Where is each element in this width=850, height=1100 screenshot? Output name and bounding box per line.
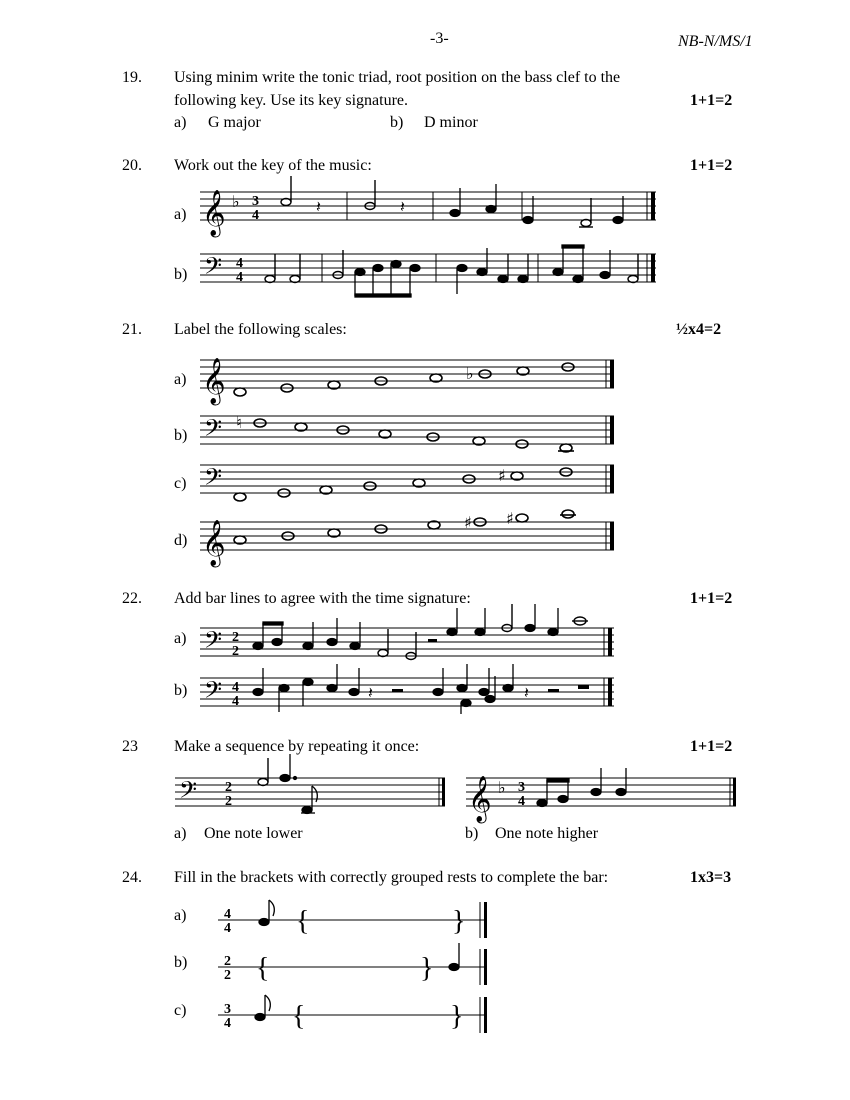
q20-marks: 1+1=2 [690,157,733,174]
bass-clef-icon: 𝄢 [204,676,223,709]
q22-text: Add bar lines to agree with the time signature: [174,590,471,607]
quarter-rest-icon: 𝄽 [400,197,405,216]
time-sig-top: 3 [224,1002,231,1017]
time-sig-bottom: 4 [224,1016,231,1031]
q24-b-label: b) [174,954,188,971]
whole-rest [578,685,589,689]
q20b-staff [200,252,660,302]
q21c-staff [200,463,620,513]
q24-c-label: c) [174,1002,187,1019]
q20-text: Work out the key of the music: [174,157,372,174]
q20-number: 20. [122,157,142,174]
q24-marks: 1x3=3 [690,869,732,886]
q19-option-b-text: D minor [424,114,478,131]
q23-b-label: b) [465,825,479,842]
bracket-close: } [452,906,466,937]
q23-text: Make a sequence by repeating it once: [174,738,420,755]
q21-b-label: b) [174,427,188,444]
half-rest [428,639,437,642]
time-sig-bottom: 2 [225,794,232,809]
q21-d-label: d) [174,532,188,549]
flat-icon: ♭ [466,364,474,383]
time-sig-bottom: 4 [518,794,525,809]
time-sig-top: 4 [236,256,243,271]
bracket-close: } [450,1001,464,1032]
time-sig-bottom: 2 [224,968,231,983]
bass-clef-icon: 𝄢 [204,626,223,659]
time-sig-top: 2 [225,780,232,795]
treble-clef-icon: 𝄞 [202,190,226,236]
bracket-close: } [420,953,434,984]
q24-a-label: a) [174,907,187,924]
q22a-staff [200,626,620,666]
q20a-staff [200,190,660,240]
note [281,199,291,206]
q19-option-a-text: G major [208,114,261,131]
q21-number: 21. [122,321,142,338]
q21-marks: ½x4=2 [676,321,722,338]
sharp-icon: ♯ [506,509,514,528]
time-sig-top: 4 [232,680,239,695]
bass-clef-icon: 𝄢 [204,463,223,496]
q23b-staff [466,776,746,822]
q21b-staff [200,414,620,464]
q21-text: Label the following scales: [174,321,347,338]
time-sig-bottom: 4 [232,694,239,709]
q19-marks: 1+1=2 [690,92,733,109]
treble-clef-icon: 𝄞 [468,776,492,822]
bracket-open: { [292,1001,306,1032]
q19-text-line1: Using minim write the tonic triad, root position on the bass clef to the [174,69,621,86]
q24b-line [218,945,498,989]
q23a-staff [175,776,455,816]
q23-a-text: One note lower [204,825,303,842]
q21d-staff [200,509,620,570]
bracket-open: { [256,953,270,984]
q22-number: 22. [122,590,142,607]
q22-b-label: b) [174,682,188,699]
bass-clef-icon: 𝄢 [204,414,223,447]
q23-number: 23 [122,738,138,755]
q24a-line [218,898,498,942]
q23-marks: 1+1=2 [690,738,733,755]
time-sig-bottom: 4 [236,270,243,285]
flat-icon: ♭ [498,778,506,797]
q19-text-line2: following key. Use its key signature. [174,92,409,109]
page-number: -3- [430,30,449,47]
q23-a-label: a) [174,825,187,842]
bracket-open: { [296,906,310,937]
time-sig-bottom: 4 [224,921,231,936]
treble-clef-icon: 𝄞 [202,358,226,404]
q21-c-label: c) [174,475,187,492]
sharp-icon: ♯ [464,513,472,532]
q23-b-text: One note higher [495,825,599,842]
q24c-line [218,993,498,1037]
flat-icon: ♭ [232,192,240,211]
bass-clef-icon: 𝄢 [179,776,198,809]
time-sig-top: 4 [224,907,231,922]
quarter-rest-icon: 𝄽 [316,197,321,216]
q19-option-b-label: b) [390,114,404,131]
q22b-staff [200,676,620,716]
q24-text: Fill in the brackets with correctly grouped rests to complete the bar: [174,869,609,886]
quarter-rest-icon: 𝄽 [368,683,373,702]
time-sig-bottom: 2 [232,644,239,659]
time-sig-top: 2 [224,954,231,969]
q21a-staff [200,358,620,408]
q19-number: 19. [122,69,142,86]
q22-a-label: a) [174,630,187,647]
quarter-rest-icon: 𝄽 [524,683,529,702]
treble-clef-icon: 𝄞 [202,520,226,566]
time-sig-top: 3 [518,780,525,795]
q22-marks: 1+1=2 [690,590,733,607]
sharp-icon: ♯ [498,466,506,485]
q19-option-a-label: a) [174,114,187,131]
time-sig-bottom: 4 [252,208,259,223]
time-sig-top: 3 [252,194,259,209]
bass-clef-icon: 𝄢 [204,252,223,285]
q20-a-label: a) [174,206,187,223]
natural-icon: ♮ [236,413,242,432]
half-rest [392,689,403,692]
document-code: NB-N/MS/1 [678,33,753,50]
q20-b-label: b) [174,266,188,283]
half-rest [548,689,559,692]
q24-number: 24. [122,869,142,886]
q21-a-label: a) [174,371,187,388]
time-sig-top: 2 [232,630,239,645]
